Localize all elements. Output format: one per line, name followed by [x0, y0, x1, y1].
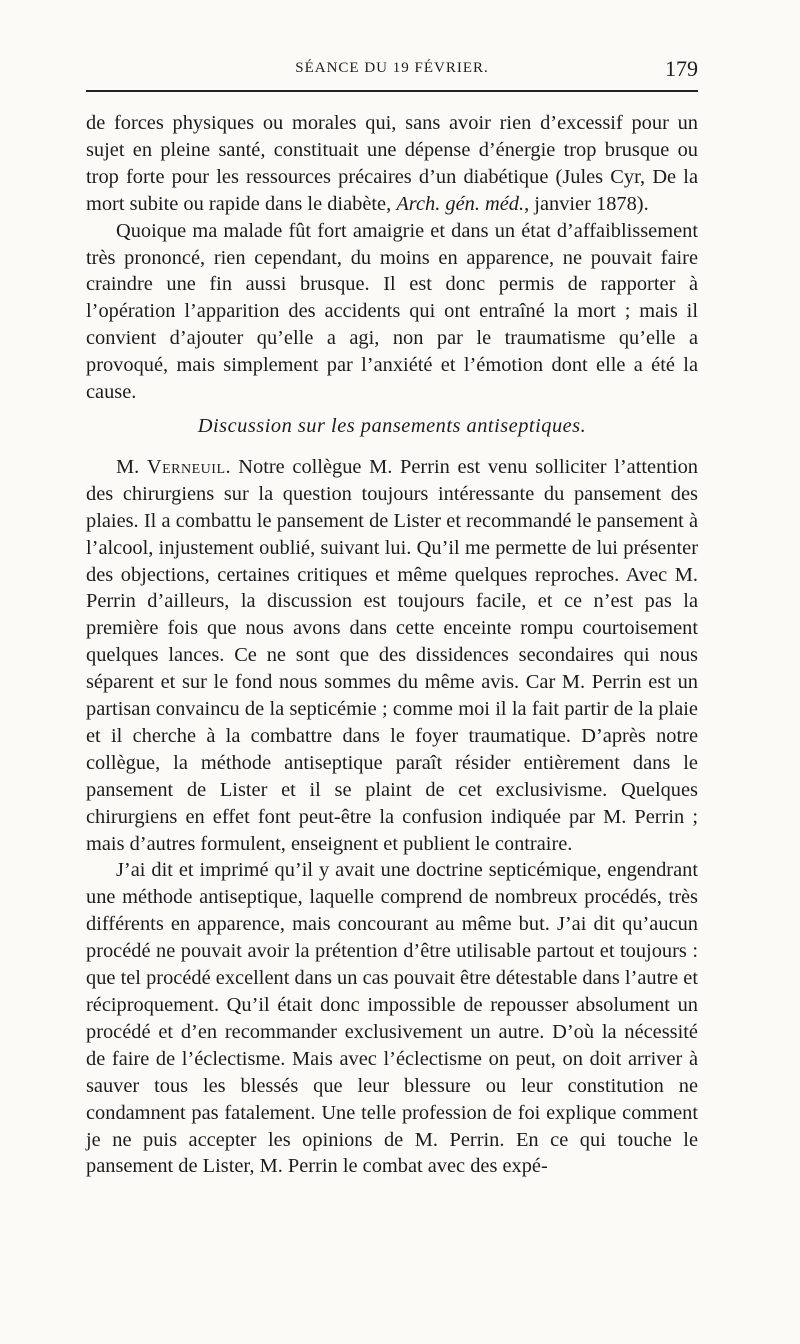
page-number: 179 — [665, 56, 698, 81]
paragraph-4: J’ai dit et imprimé qu’il y avait une doctrine septicémique, engendrant une méthode antiseptique, laquelle comprend de nombreux procédés, très différents en apparence, mais concourant au même but. J’ai dit qu’aucun procédé ne pouvait avoir la prétention d’être utilisable partout et toujours : que tel procédé excellent dans un cas pouvait être détestable dans l’autre et réciproquement. Qu’il était donc impossible de repousser absolument un procédé et d’en recommander exclusivement un autre. D’où la nécessité de faire de l’éclectisme. Mais avec l’éclectisme on peut, on doit arriver à sauver tous les blessés que leur blessure ou leur constitution ne condamnent pas fatalement. Une telle profession de foi explique comment je ne puis accepter les opinions de M. Perrin. En ce qui touche le pansement de Lister, M. Perrin le combat avec des expé- — [86, 859, 698, 1178]
section-title: Discussion sur les pansements antiseptiques. — [197, 414, 587, 437]
journal-citation: Arch. gén. méd. — [396, 192, 525, 215]
running-header — [86, 56, 698, 88]
paragraph-3 — [86, 454, 698, 858]
paragraph-1 — [86, 110, 698, 218]
running-title: SÉANCE DU 19 FÉVRIER. — [295, 60, 489, 76]
paragraph-1-text-a: de forces physiques ou morales qui, sans avoir rien d’excessif pour un sujet en pleine santé, constituait une dépense d’énergie trop brusque ou trop forte pour les ressources précaires d’un diabétique (Jules Cyr, De la mort subite ou rapide dans le diabète, — [86, 112, 698, 215]
paragraph-3-text: . Notre collègue M. Perrin est venu solliciter l’attention des chirurgiens sur la question toujours intéressante du pansement des plaies. Il a combattu le pansement de Lister et recommandé le pansement à l’alcool, injustement oublié, suivant lui. Qu’il me permette de lui présenter des objections, certaines critiques et même quelques reproches. Avec M. Perrin d’ailleurs, la discussion est toujours facile, et ce n’est pas la première fois que nous avons dans cette enceinte rompu courtoisement quelques lances. Ce ne sont que des dissidences secondaires qui nous séparent et sur le fond nous sommes du même avis. Car M. Perrin est un partisan convaincu de la septicémie ; comme moi il la fait partir de la plaie et il cherche à la combattre dans le foyer traumatique. D’après notre collègue, la méthode antiseptique paraît résider entièrement dans le pansement de Lister et il se plaint de cet exclusivisme. Quelques chirurgiens en effet font peut-être la confusion indiquée par M. Perrin ; mais d’autres formulent, enseignent et publient le contraire. — [86, 455, 698, 855]
paragraph-2: Quoique ma malade fût fort amaigrie et dans un état d’affaiblissement très prononcé, rien cependant, du moins en apparence, ne pouvait faire craindre une fin aussi brusque. Il est donc permis de rapporter à l’opération l’apparition des accidents qui ont entraîné la mort ; mais il convient d’ajouter qu’elle a agi, non par le traumatisme qu’elle a provoqué, mais simplement par l’anxiété et l’émotion dont elle a été la cause. — [86, 219, 698, 404]
paragraph-1-text-b: , janvier 1878). — [524, 192, 649, 215]
book-page — [86, 56, 698, 1180]
speaker-prefix: M. — [116, 455, 147, 478]
header-rule — [86, 90, 698, 92]
speaker-name: Verneuil — [146, 455, 226, 478]
